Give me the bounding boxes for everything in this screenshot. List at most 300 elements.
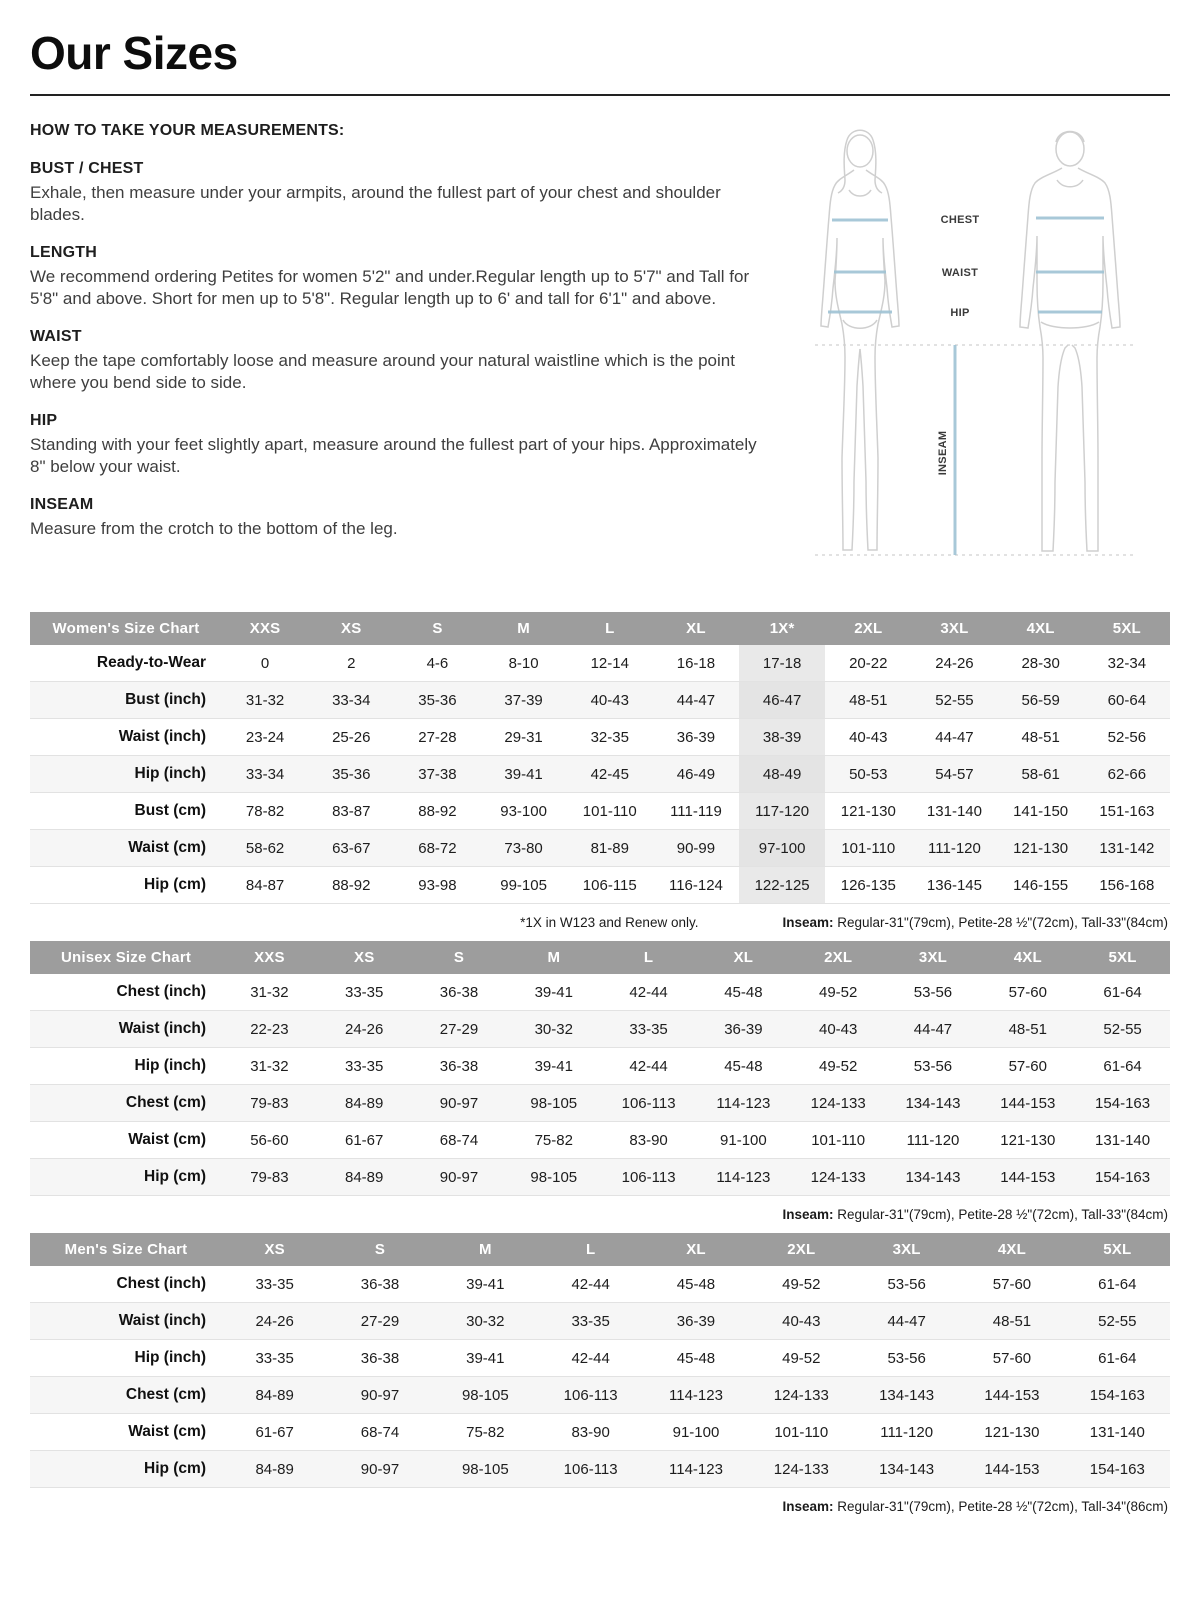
size-cell: 136-145 xyxy=(926,876,982,894)
size-cell: 88-92 xyxy=(332,876,371,894)
table-row xyxy=(30,867,1170,904)
size-cell: 16-18 xyxy=(676,654,716,672)
unisex-size-chart xyxy=(30,941,1170,1231)
row-label: Waist (cm) xyxy=(128,839,206,856)
header-row xyxy=(30,1233,1170,1266)
table-row xyxy=(30,1122,1170,1159)
size-cell: 12-14 xyxy=(590,654,629,672)
size-cell: 79-83 xyxy=(250,1168,289,1186)
size-cell: 114-123 xyxy=(716,1094,771,1112)
size-cell: 146-155 xyxy=(1013,876,1069,894)
size-cell: 56-59 xyxy=(1021,691,1060,709)
size-cell: 84-89 xyxy=(255,1386,294,1404)
size-cell: 20-22 xyxy=(849,654,888,672)
size-cell: 61-64 xyxy=(1098,1275,1137,1293)
measurement-diagram xyxy=(784,120,1166,580)
size-cell: 44-47 xyxy=(676,691,716,709)
size-cell: 29-31 xyxy=(504,728,543,746)
size-column-header: M xyxy=(433,1233,538,1266)
row-label: Waist (cm) xyxy=(128,1423,206,1440)
row-label: Hip (inch) xyxy=(134,1057,206,1074)
section-title: LENGTH xyxy=(30,243,97,261)
size-cell: 68-74 xyxy=(439,1131,479,1149)
size-cell: 2 xyxy=(347,654,356,672)
size-cell: 98-105 xyxy=(530,1168,578,1186)
women-chart-notes xyxy=(30,904,1170,939)
size-cell: 40-43 xyxy=(849,728,888,746)
size-cell: 144-153 xyxy=(1000,1168,1056,1186)
table-row xyxy=(30,793,1170,830)
size-cell: 134-143 xyxy=(879,1460,935,1478)
inseam-note xyxy=(782,915,1168,930)
size-cell: 27-29 xyxy=(360,1312,400,1330)
size-cell: 101-110 xyxy=(811,1131,866,1149)
size-column-header: XXS xyxy=(222,941,317,974)
size-cell: 90-97 xyxy=(439,1168,479,1186)
size-cell: 151-163 xyxy=(1099,802,1155,820)
table-row xyxy=(30,1048,1170,1085)
size-cell: 61-64 xyxy=(1103,983,1142,1001)
size-cell: 49-52 xyxy=(782,1349,821,1367)
size-cell: 90-97 xyxy=(360,1460,400,1478)
instructions-heading: HOW TO TAKE YOUR MEASUREMENTS: xyxy=(30,122,345,139)
size-cell: 44-47 xyxy=(887,1312,926,1330)
size-cell: 154-163 xyxy=(1095,1094,1151,1112)
size-cell: 131-142 xyxy=(1099,839,1155,857)
size-cell: 68-74 xyxy=(360,1423,400,1441)
table-row xyxy=(30,1414,1170,1451)
size-cell: 131-140 xyxy=(1089,1423,1145,1441)
page-title: Our Sizes xyxy=(30,27,238,79)
row-label: Chest (inch) xyxy=(116,983,206,1000)
section-hip xyxy=(30,412,775,479)
size-cell: 98-105 xyxy=(461,1460,509,1478)
size-cell: 111-120 xyxy=(880,1423,934,1441)
row-label: Hip (inch) xyxy=(134,1349,206,1366)
size-cell: 8-10 xyxy=(508,654,539,672)
size-cell: 78-82 xyxy=(245,802,285,820)
size-column-header: XS xyxy=(317,941,412,974)
size-cell: 30-32 xyxy=(466,1312,505,1330)
table-row xyxy=(30,1451,1170,1488)
size-cell: 39-41 xyxy=(466,1275,505,1293)
size-cell: 124-133 xyxy=(773,1460,829,1478)
size-cell: 93-100 xyxy=(500,802,547,820)
size-cell: 0 xyxy=(260,654,270,672)
size-cell: 23-24 xyxy=(245,728,285,746)
size-cell: 49-52 xyxy=(782,1275,821,1293)
size-cell: 106-113 xyxy=(563,1460,618,1478)
size-cell: 30-32 xyxy=(534,1020,573,1038)
size-column-header: M xyxy=(481,612,567,645)
size-cell: 126-135 xyxy=(840,876,896,894)
size-cell: 144-153 xyxy=(1000,1094,1056,1112)
table-row xyxy=(30,1266,1170,1303)
size-cell: 46-49 xyxy=(676,765,716,783)
size-column-header: 5XL xyxy=(1075,941,1170,974)
table-title: Men's Size Chart xyxy=(30,1233,222,1266)
size-cell: 38-39 xyxy=(739,719,825,756)
size-cell: 45-48 xyxy=(676,1349,716,1367)
size-cell: 31-32 xyxy=(250,983,289,1001)
hip-label: HIP xyxy=(950,307,970,319)
size-cell: 52-55 xyxy=(1098,1312,1137,1330)
size-cell: 106-113 xyxy=(563,1386,618,1404)
size-cell: 124-133 xyxy=(773,1386,829,1404)
size-column-header: 3XL xyxy=(854,1233,959,1266)
size-column-header: L xyxy=(567,612,653,645)
size-column-header: L xyxy=(538,1233,643,1266)
size-cell: 106-113 xyxy=(621,1094,676,1112)
section-length xyxy=(30,244,775,311)
women-size-table xyxy=(30,612,1170,904)
size-cell: 84-89 xyxy=(345,1168,384,1186)
size-cell: 39-41 xyxy=(466,1349,505,1367)
row-label: Hip (cm) xyxy=(144,876,206,893)
size-cell: 121-130 xyxy=(840,802,896,820)
size-cell: 134-143 xyxy=(905,1094,961,1112)
size-column-header: 3XL xyxy=(886,941,981,974)
size-cell: 24-26 xyxy=(935,654,974,672)
size-cell: 121-130 xyxy=(1000,1131,1056,1149)
size-cell: 101-110 xyxy=(582,802,637,820)
men-chart-notes xyxy=(30,1488,1170,1523)
size-column-header: 4XL xyxy=(998,612,1084,645)
size-cell: 121-130 xyxy=(984,1423,1040,1441)
section-body: Keep the tape comfortably loose and measure around your natural waistline which is the point where you bend side to side. xyxy=(30,350,735,393)
size-column-header: XL xyxy=(696,941,791,974)
size-cell: 40-43 xyxy=(782,1312,821,1330)
size-cell: 83-90 xyxy=(629,1131,668,1149)
size-cell: 61-67 xyxy=(255,1423,294,1441)
size-cell: 22-23 xyxy=(250,1020,289,1038)
size-cell: 84-89 xyxy=(255,1460,294,1478)
size-cell: 84-89 xyxy=(345,1094,384,1112)
size-column-header: 5XL xyxy=(1084,612,1170,645)
size-column-header: 3XL xyxy=(911,612,997,645)
section-bust-chest xyxy=(30,160,775,227)
section-title: HIP xyxy=(30,411,58,429)
size-cell: 39-41 xyxy=(534,1057,573,1075)
size-cell: 33-34 xyxy=(332,691,371,709)
size-cell: 91-100 xyxy=(672,1423,720,1441)
size-cell: 36-39 xyxy=(676,728,716,746)
size-cell: 32-35 xyxy=(590,728,629,746)
size-cell: 57-60 xyxy=(1008,983,1047,1001)
size-cell: 33-35 xyxy=(629,1020,668,1038)
size-cell: 98-105 xyxy=(461,1386,509,1404)
men-size-table xyxy=(30,1233,1170,1488)
inseam-note-text: Regular-31"(79cm), Petite-28 ½"(72cm), Tall-34"(86cm) xyxy=(833,1499,1168,1514)
size-column-header: 2XL xyxy=(791,941,886,974)
inseam-note xyxy=(782,1499,1168,1514)
size-cell: 154-163 xyxy=(1089,1386,1145,1404)
unisex-size-table xyxy=(30,941,1170,1196)
size-cell: 31-32 xyxy=(250,1057,289,1075)
measurement-instructions xyxy=(30,122,1170,602)
size-cell: 27-29 xyxy=(439,1020,479,1038)
size-cell: 37-39 xyxy=(504,691,543,709)
size-cell: 106-115 xyxy=(582,876,637,894)
size-cell: 111-120 xyxy=(928,839,981,857)
size-cell: 48-51 xyxy=(1008,1020,1047,1038)
size-cell: 36-39 xyxy=(724,1020,763,1038)
size-cell: 79-83 xyxy=(250,1094,289,1112)
size-cell: 62-66 xyxy=(1107,765,1147,783)
size-cell: 116-124 xyxy=(668,876,723,894)
row-label: Hip (cm) xyxy=(144,1460,206,1477)
size-cell: 131-140 xyxy=(926,802,982,820)
table-row xyxy=(30,1159,1170,1196)
section-title: BUST / CHEST xyxy=(30,160,144,177)
size-cell: 124-133 xyxy=(810,1168,866,1186)
size-cell: 36-38 xyxy=(360,1349,400,1367)
size-cell: 40-43 xyxy=(818,1020,858,1038)
size-cell: 45-48 xyxy=(724,983,763,1001)
size-column-header: XS xyxy=(222,1233,327,1266)
size-cell: 42-44 xyxy=(571,1275,610,1293)
size-cell: 98-105 xyxy=(530,1094,578,1112)
size-cell: 24-26 xyxy=(255,1312,294,1330)
row-label: Waist (cm) xyxy=(128,1131,206,1148)
table-row xyxy=(30,645,1170,682)
size-cell: 49-52 xyxy=(818,983,858,1001)
size-cell: 33-35 xyxy=(255,1275,294,1293)
section-body: We recommend ordering Petites for women 5'2" and under.Regular length up to 5'7" and Tall for 5'8" and above. Short for men up to 5'8". Regular length up to 6' and tall for 6'1" and above. xyxy=(30,266,750,309)
size-column-header: S xyxy=(394,612,480,645)
size-column-header: S xyxy=(412,941,507,974)
size-cell: 114-123 xyxy=(716,1168,771,1186)
inseam-note-text: Regular-31"(79cm), Petite-28 ½"(72cm), Tall-33"(84cm) xyxy=(833,915,1168,930)
size-cell: 131-140 xyxy=(1095,1131,1151,1149)
size-cell: 56-60 xyxy=(250,1131,289,1149)
size-cell: 42-44 xyxy=(629,1057,668,1075)
table-title: Women's Size Chart xyxy=(30,612,222,645)
table-row xyxy=(30,1303,1170,1340)
size-cell: 156-168 xyxy=(1099,876,1155,894)
section-title: WAIST xyxy=(30,327,82,345)
size-cell: 46-47 xyxy=(739,682,825,719)
size-cell: 58-62 xyxy=(245,839,285,857)
chest-label: CHEST xyxy=(940,214,980,226)
size-cell: 57-60 xyxy=(992,1349,1032,1367)
inseam-note-label: Inseam: xyxy=(782,1499,834,1514)
section-waist xyxy=(30,328,775,395)
size-cell: 144-153 xyxy=(984,1460,1040,1478)
size-cell: 83-87 xyxy=(332,802,371,820)
size-cell: 68-72 xyxy=(418,839,457,857)
size-column-header: 2XL xyxy=(825,612,911,645)
size-cell: 33-35 xyxy=(571,1312,610,1330)
size-cell: 49-52 xyxy=(818,1057,858,1075)
size-cell: 48-51 xyxy=(1021,728,1060,746)
inseam-label: INSEAM xyxy=(937,430,949,476)
size-cell: 50-53 xyxy=(849,765,888,783)
inseam-note-label: Inseam: xyxy=(782,915,834,930)
size-cell: 33-35 xyxy=(345,1057,384,1075)
size-cell: 52-55 xyxy=(935,691,974,709)
size-cell: 33-35 xyxy=(255,1349,294,1367)
size-cell: 90-97 xyxy=(439,1094,479,1112)
size-cell: 154-163 xyxy=(1089,1460,1145,1478)
section-inseam xyxy=(30,496,775,540)
size-cell: 44-47 xyxy=(913,1020,953,1038)
size-cell: 154-163 xyxy=(1095,1168,1151,1186)
size-cell: 101-110 xyxy=(841,839,896,857)
row-label: Bust (cm) xyxy=(134,802,206,819)
size-cell: 24-26 xyxy=(345,1020,384,1038)
size-cell: 36-38 xyxy=(360,1275,400,1293)
size-cell: 35-36 xyxy=(418,691,457,709)
size-cell: 25-26 xyxy=(332,728,371,746)
row-label: Waist (inch) xyxy=(118,728,206,745)
instructions-text-column xyxy=(30,122,775,540)
size-cell: 111-120 xyxy=(906,1131,960,1149)
size-cell: 93-98 xyxy=(418,876,457,894)
inseam-note-text: Regular-31"(79cm), Petite-28 ½"(72cm), Tall-33"(84cm) xyxy=(833,1207,1168,1222)
size-cell: 48-49 xyxy=(739,756,825,793)
section-body: Measure from the crotch to the bottom of the leg. xyxy=(30,518,398,538)
row-label: Hip (inch) xyxy=(134,765,206,782)
row-label: Chest (cm) xyxy=(125,1386,206,1403)
size-cell: 31-32 xyxy=(245,691,285,709)
size-cell: 134-143 xyxy=(905,1168,961,1186)
row-label: Chest (cm) xyxy=(125,1094,206,1111)
inseam-note-label: Inseam: xyxy=(782,1207,834,1222)
table-row xyxy=(30,974,1170,1011)
table-row xyxy=(30,1085,1170,1122)
size-cell: 58-61 xyxy=(1021,765,1060,783)
size-cell: 88-92 xyxy=(418,802,457,820)
woman-figure xyxy=(821,130,899,550)
row-label: Waist (inch) xyxy=(118,1020,206,1037)
table-row xyxy=(30,682,1170,719)
women-size-chart xyxy=(30,612,1170,939)
size-column-header: S xyxy=(327,1233,432,1266)
size-cell: 40-43 xyxy=(590,691,629,709)
size-cell: 81-89 xyxy=(590,839,629,857)
size-cell: 75-82 xyxy=(534,1131,573,1149)
table-row xyxy=(30,719,1170,756)
table-row xyxy=(30,1340,1170,1377)
size-column-header: L xyxy=(601,941,696,974)
header-row xyxy=(30,941,1170,974)
row-label: Ready-to-Wear xyxy=(96,654,206,671)
man-figure xyxy=(1020,132,1120,552)
size-cell: 28-30 xyxy=(1021,654,1060,672)
size-column-header: 1X* xyxy=(739,612,825,645)
size-cell: 52-55 xyxy=(1103,1020,1142,1038)
inseam-note xyxy=(782,1207,1168,1222)
size-cell: 53-56 xyxy=(913,983,953,1001)
size-column-header: 4XL xyxy=(980,941,1075,974)
size-cell: 45-48 xyxy=(676,1275,716,1293)
size-cell: 39-41 xyxy=(534,983,573,1001)
size-cell: 32-34 xyxy=(1107,654,1147,672)
size-cell: 90-99 xyxy=(676,839,716,857)
body-measurement-figures xyxy=(784,120,1166,580)
size-cell: 44-47 xyxy=(935,728,974,746)
size-cell: 134-143 xyxy=(879,1386,935,1404)
size-cell: 122-125 xyxy=(739,867,825,904)
size-column-header: 4XL xyxy=(959,1233,1064,1266)
size-cell: 48-51 xyxy=(849,691,888,709)
size-cell: 36-39 xyxy=(676,1312,716,1330)
size-cell: 4-6 xyxy=(426,654,449,672)
size-cell: 52-56 xyxy=(1107,728,1147,746)
size-cell: 83-90 xyxy=(571,1423,610,1441)
size-cell: 37-38 xyxy=(418,765,457,783)
unisex-chart-notes xyxy=(30,1196,1170,1231)
size-cell: 33-35 xyxy=(345,983,384,1001)
size-cell: 27-28 xyxy=(418,728,457,746)
section-title: INSEAM xyxy=(30,495,94,513)
size-cell: 53-56 xyxy=(887,1275,926,1293)
size-cell: 39-41 xyxy=(504,765,543,783)
title-divider xyxy=(30,94,1170,96)
size-cell: 61-64 xyxy=(1098,1349,1137,1367)
size-cell: 36-38 xyxy=(439,1057,479,1075)
size-cell: 111-119 xyxy=(670,802,722,820)
size-cell: 101-110 xyxy=(774,1423,829,1441)
size-cell: 42-44 xyxy=(629,983,668,1001)
table-row xyxy=(30,1377,1170,1414)
size-cell: 35-36 xyxy=(332,765,371,783)
row-label: Bust (inch) xyxy=(125,691,206,708)
size-cell: 17-18 xyxy=(739,645,825,682)
size-cell: 114-123 xyxy=(669,1386,723,1404)
size-cell: 75-82 xyxy=(466,1423,505,1441)
row-label: Hip (cm) xyxy=(144,1168,206,1185)
waist-label: WAIST xyxy=(941,267,979,279)
size-cell: 117-120 xyxy=(739,793,825,830)
size-cell: 61-67 xyxy=(345,1131,384,1149)
header-row xyxy=(30,612,1170,645)
size-cell: 36-38 xyxy=(439,983,479,1001)
size-cell: 48-51 xyxy=(992,1312,1032,1330)
size-column-header: XL xyxy=(643,1233,748,1266)
size-cell: 73-80 xyxy=(504,839,543,857)
men-size-chart xyxy=(30,1233,1170,1523)
size-cell: 99-105 xyxy=(500,876,547,894)
size-cell: 144-153 xyxy=(984,1386,1040,1404)
size-cell: 45-48 xyxy=(724,1057,763,1075)
size-column-header: 5XL xyxy=(1065,1233,1170,1266)
size-cell: 57-60 xyxy=(992,1275,1032,1293)
size-cell: 114-123 xyxy=(669,1460,723,1478)
size-cell: 141-150 xyxy=(1013,802,1069,820)
size-cell: 33-34 xyxy=(245,765,285,783)
size-cell: 54-57 xyxy=(935,765,974,783)
size-cell: 91-100 xyxy=(720,1131,767,1149)
size-column-header: 2XL xyxy=(749,1233,854,1266)
table-row xyxy=(30,1011,1170,1048)
footnote-1x: *1X in W123 and Renew only. xyxy=(520,915,699,930)
size-cell: 106-113 xyxy=(621,1168,676,1186)
table-row xyxy=(30,830,1170,867)
size-cell: 124-133 xyxy=(810,1094,866,1112)
row-label: Chest (inch) xyxy=(116,1275,206,1292)
size-cell: 60-64 xyxy=(1107,691,1147,709)
size-cell: 53-56 xyxy=(913,1057,953,1075)
size-column-header: XS xyxy=(308,612,394,645)
size-cell: 97-100 xyxy=(739,830,825,867)
size-cell: 57-60 xyxy=(1008,1057,1047,1075)
size-cell: 84-87 xyxy=(245,876,285,894)
table-title: Unisex Size Chart xyxy=(30,941,222,974)
size-column-header: XL xyxy=(653,612,739,645)
size-cell: 42-45 xyxy=(590,765,629,783)
